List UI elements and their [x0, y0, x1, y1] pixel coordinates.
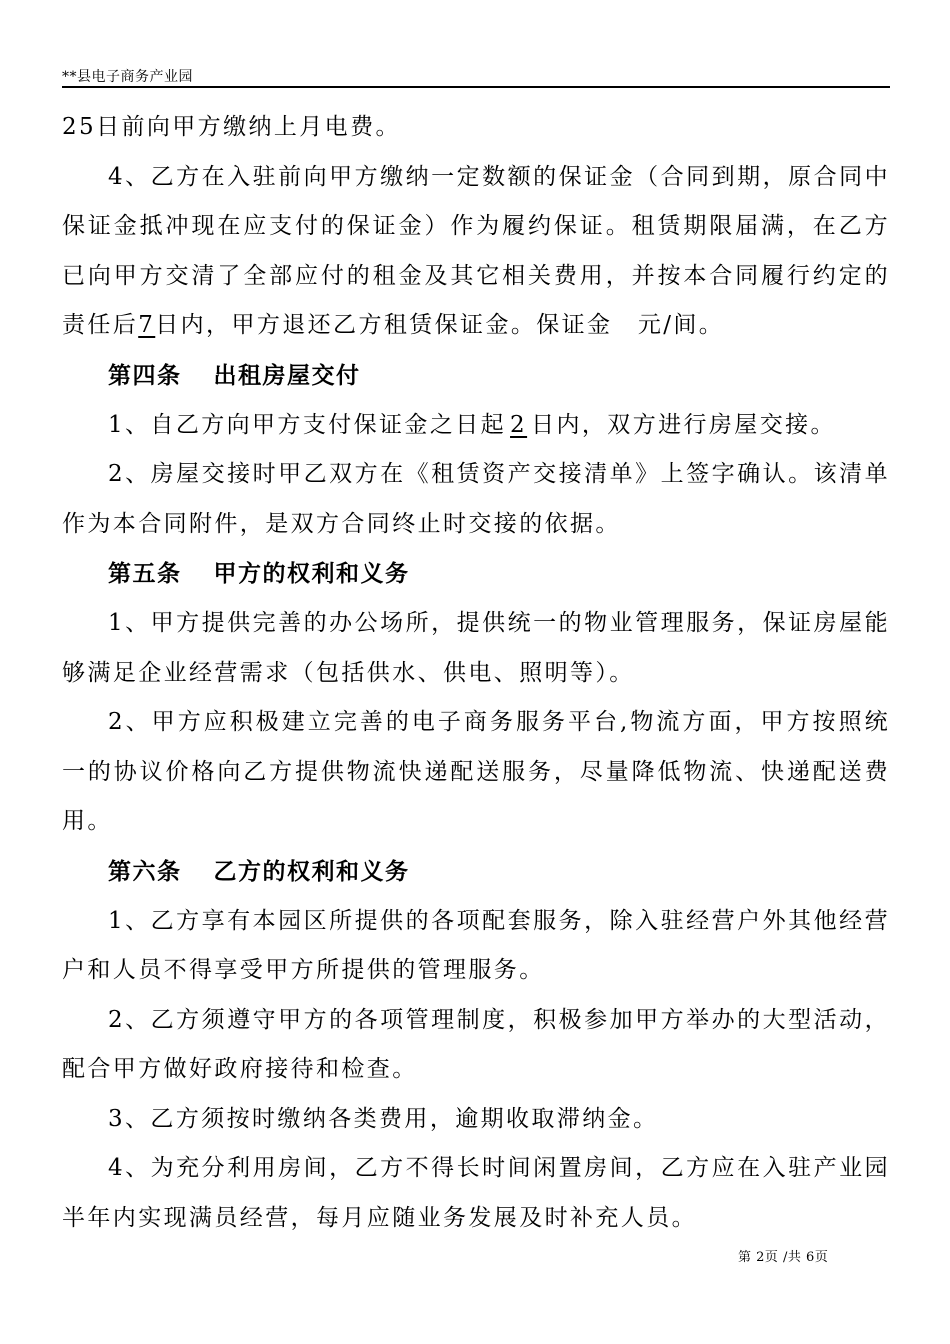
paragraph-supporting-services: 1、乙方享有本园区所提供的各项配套服务，除入驻经营户外其他经营户和人员不得享受甲方所提供的管理服务。 — [62, 907, 890, 984]
paragraph-office-service: 1、甲方提供完善的办公场所，提供统一的物业管理服务，保证房屋能够满足企业经营需求（包括供水、供电、照明等）。 — [62, 609, 890, 686]
paragraph-handover-time — [62, 401, 890, 451]
section-heading-4 — [62, 351, 890, 401]
handover-days: 2 — [510, 411, 528, 438]
section-6-title: 乙方的权利和义务 — [213, 857, 410, 885]
section-6-number: 第六条 — [108, 857, 182, 885]
section-5-number: 第五条 — [108, 560, 182, 588]
section-heading-5 — [62, 549, 890, 599]
paragraph-fees: 3、乙方须按时缴纳各类费用，逾期收取滞纳金。 — [108, 1105, 659, 1132]
section-4-title: 出租房屋交付 — [213, 361, 361, 389]
page-header: **县电子商务产业园 — [62, 69, 193, 85]
header-rule — [62, 86, 890, 88]
deposit-days: 7 — [138, 312, 156, 339]
deposit-text-a: 4、乙方在入驻前向甲方缴纳一定数额的保证金（合同到期，原合同中保证金抵冲现在应支付的保证金）作为履约保证。租赁期限届满，在乙方已向甲方交清了全部应付的租金及其它相关费用，并按本合同履行约定的责任后 — [62, 163, 890, 339]
paragraph-electricity-fee: 25日前向甲方缴纳上月电费。 — [62, 114, 401, 140]
paragraph-management-rules: 2、乙方须遵守甲方的各项管理制度，积极参加甲方举办的大型活动，配合甲方做好政府接待和检查。 — [62, 1006, 890, 1083]
handover-text-a: 1、自乙方向甲方支付保证金之日起 — [108, 411, 507, 438]
paragraph-handover-list: 2、房屋交接时甲乙双方在《租赁资产交接清单》上签字确认。该清单作为本合同附件，是双方合同终止时交接的依据。 — [62, 461, 890, 537]
document-body — [62, 103, 890, 1244]
paragraph-room-usage: 4、为充分利用房间，乙方不得长时间闲置房间，乙方应在入驻产业园半年内实现满员经营，每月应随业务发展及时补充人员。 — [62, 1155, 890, 1232]
section-4-number: 第四条 — [108, 361, 182, 389]
section-5-title: 甲方的权利和义务 — [213, 560, 410, 588]
paragraph-ecommerce-platform: 2、甲方应积极建立完善的电子商务服务平台,物流方面，甲方按照统一的协议价格向乙方提供物流快递配送服务，尽量降低物流、快递配送费用。 — [62, 709, 890, 835]
deposit-text-b: 日内，甲方退还乙方租赁保证金。保证金 — [155, 312, 613, 339]
page-number: 第 2页 /共 6页 — [738, 1250, 829, 1265]
section-heading-6 — [62, 847, 890, 897]
handover-text-b: 日内，双方进行房屋交接。 — [531, 411, 836, 438]
paragraph-deposit — [62, 153, 890, 351]
deposit-text-c: 元/间。 — [637, 312, 725, 339]
